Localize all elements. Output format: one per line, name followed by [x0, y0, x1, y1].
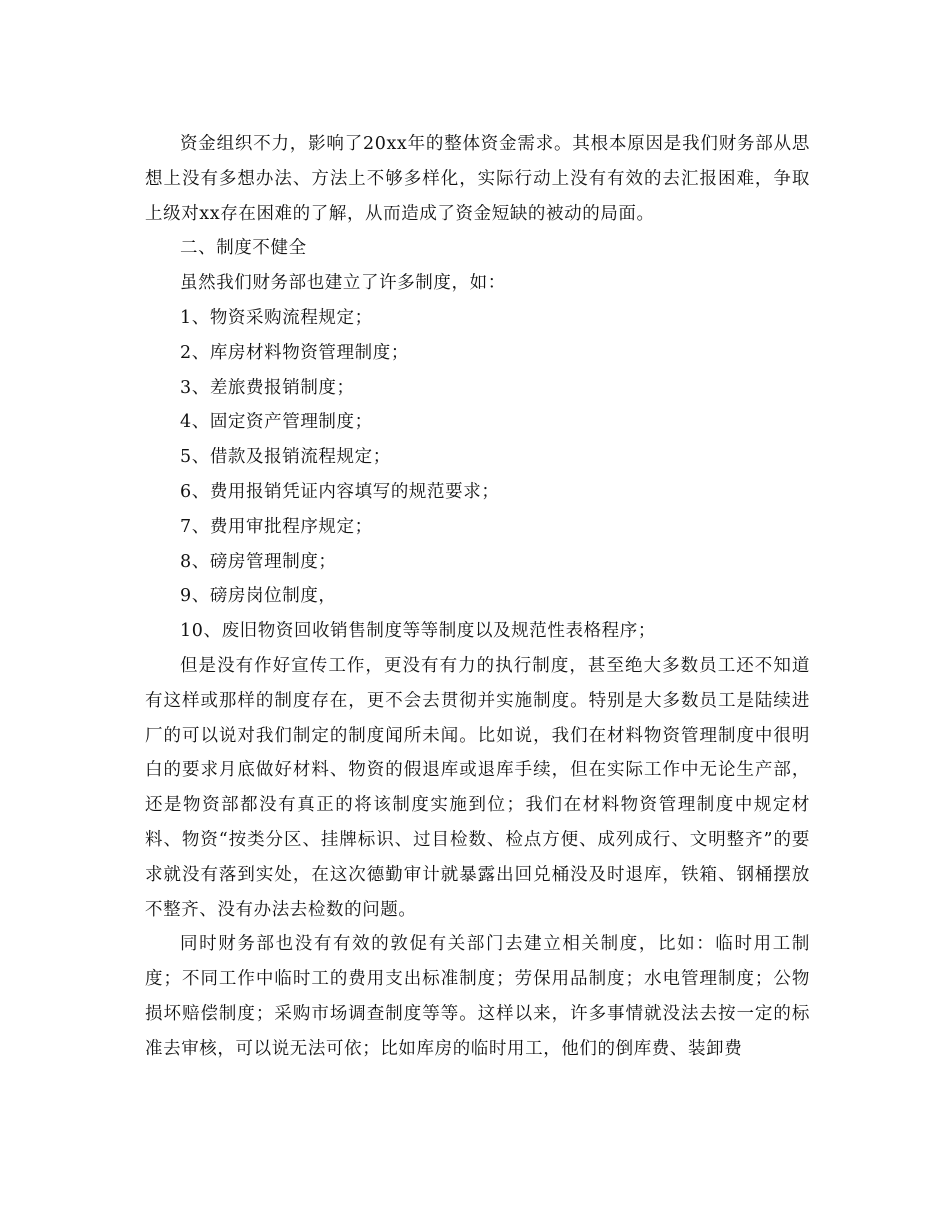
paragraph-execution-issues: 但是没有作好宣传工作，更没有有力的执行制度，甚至绝大多数员工还不知道有这样或那样的制度存在，更不会去贯彻并实施制度。特别是大多数员工是陆续进厂的可以说对我们制定的制度闻所未闻。比如说，我们在材料物资管理制度中很明白的要求月底做好材料、物资的假退库或退库手续，但在实际工作中无论生产部，还是物资部都没有真正的将该制度实施到位；我们在材料物资管理制度中规定材料、物资“按类分区、挂牌标识、过目检数、检点方便、成列成行、文明整齐”的要求就没有落到实处，在这次德勤审计就暴露出回兑桶没及时退库，铁箱、钢桶摆放不整齐、没有办法去检数的问题。: [145, 655, 810, 920]
list-item-1: 1、物资采购流程规定；: [180, 307, 373, 328]
paragraph-missing-systems: 同时财务部也没有有效的敦促有关部门去建立相关制度，比如：临时用工制度；不同工作中临时工的费用支出标准制度；劳保用品制度；水电管理制度；公物损坏赔偿制度；采购市场调查制度等等。这样以来，许多事情就没法去按一定的标准去审核，可以说无法可依；比如库房的临时用工，他们的倒库费、装卸费: [145, 934, 810, 1059]
document-page: [145, 127, 810, 1067]
list-item-5: 5、借款及报销流程规定；: [180, 447, 391, 468]
list-item-6: 6、费用报销凭证内容填写的规范要求；: [180, 481, 500, 502]
list-item-9: 9、磅房岗位制度，: [180, 586, 337, 607]
paragraph-intro-systems: 虽然我们财务部也建立了许多制度，如：: [180, 273, 506, 294]
list-item-4: 4、固定资产管理制度；: [180, 412, 373, 433]
paragraph-funding: 资金组织不力，影响了20xx年的整体资金需求。其根本原因是我们财务部从思想上没有多想办法、方法上不够多样化，实际行动上没有有效的去汇报困难，争取上级对xx存在困难的了解，从而造成了资金短缺的被动的局面。: [145, 134, 810, 224]
list-item-8: 8、磅房管理制度；: [180, 551, 337, 572]
list-item-10: 10、废旧物资回收销售制度等等制度以及规范性表格程序；: [180, 621, 656, 642]
list-item-7: 7、费用审批程序规定；: [180, 516, 373, 537]
list-item-2: 2、库房材料物资管理制度；: [180, 342, 409, 363]
section-heading-system: 二、制度不健全: [180, 238, 307, 259]
list-item-3: 3、差旅费报销制度；: [180, 377, 355, 398]
